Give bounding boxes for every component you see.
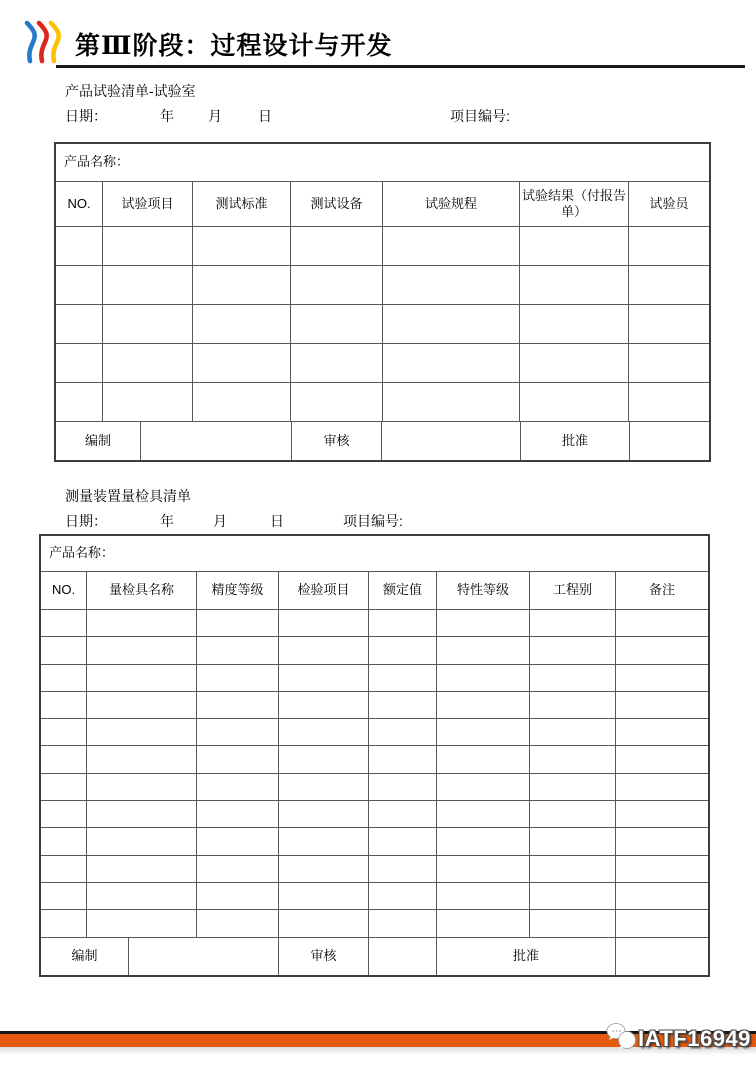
table-row [41,692,708,719]
empty-cell [278,719,368,745]
empty-cell [436,883,529,909]
empty-cell [381,422,520,460]
approved-by-label: 批准 [520,422,629,460]
column-header-test-result: 试验结果（付报告单） [519,182,628,226]
column-header-no: NO. [51,582,76,598]
table-header-row [56,182,709,227]
empty-cell [41,774,86,800]
empty-cell [192,227,290,265]
empty-cell [615,610,708,636]
empty-cell [278,665,368,691]
table-signoff-row [56,422,709,460]
chat-bubble-icon [604,1019,640,1055]
empty-cell [278,856,368,882]
empty-cell [278,910,368,936]
empty-cell [102,266,192,304]
section1-day-label: 日 [258,108,272,124]
empty-cell [196,746,278,772]
table-row [56,144,709,182]
empty-cell [382,266,519,304]
empty-cell [615,938,708,975]
table-row [41,828,708,855]
table-row [41,610,708,637]
column-header-process-type: 工程别 [529,572,615,609]
empty-cell [86,856,196,882]
empty-cell [628,305,709,343]
empty-cell [41,883,86,909]
section1-date-label: 日期： [65,108,107,124]
title-underline [56,65,745,68]
column-header-inspection-item: 检验项目 [278,572,368,609]
empty-cell [368,665,436,691]
table-row [56,227,709,266]
empty-cell [290,383,382,421]
empty-cell [196,719,278,745]
empty-cell [41,719,86,745]
prepared-by-label: 编制 [71,947,98,963]
empty-cell [86,910,196,936]
measuring-gauge-list-table [39,534,710,977]
empty-cell [86,719,196,745]
empty-cell [529,719,615,745]
column-header-no: NO. [67,195,91,211]
approved-by-label: 批准 [436,938,615,975]
section1-month-label: 月 [208,108,222,124]
section2-day-label: 日 [270,513,284,529]
empty-cell [436,746,529,772]
table-row [41,883,708,910]
empty-cell [529,856,615,882]
empty-cell [196,610,278,636]
empty-cell [196,856,278,882]
empty-cell [196,910,278,936]
product-name-label: 产品名称： [64,154,130,170]
empty-cell [102,383,192,421]
empty-cell [615,910,708,936]
table-row [41,910,708,937]
empty-cell [529,883,615,909]
empty-cell [436,801,529,827]
column-header-gauge-name: 量检具名称 [86,572,196,609]
empty-cell [192,344,290,382]
empty-cell [192,383,290,421]
section2-project-no-label: 项目编号: [343,513,403,529]
empty-cell [529,828,615,854]
empty-cell [278,692,368,718]
empty-cell [368,883,436,909]
empty-cell [290,227,382,265]
table-row [41,856,708,883]
empty-cell [519,266,628,304]
empty-cell [278,746,368,772]
empty-cell [192,266,290,304]
table-row [56,266,709,305]
empty-cell [519,227,628,265]
empty-cell [529,746,615,772]
empty-cell [529,910,615,936]
reviewed-by-label: 审核 [291,422,381,460]
table-row [56,383,709,422]
empty-cell [628,344,709,382]
table-row [41,746,708,773]
empty-cell [290,305,382,343]
empty-cell [86,692,196,718]
empty-cell [86,665,196,691]
section2-title: 测量装置量检具清单 [65,488,191,504]
empty-cell [529,801,615,827]
empty-cell [56,227,102,265]
empty-cell [56,266,102,304]
empty-cell [41,828,86,854]
section1-title: 产品试验清单-试验室 [65,83,196,99]
empty-cell [41,610,86,636]
empty-cell [615,856,708,882]
empty-cell [41,665,86,691]
table-row [41,665,708,692]
empty-cell [628,383,709,421]
empty-cell [615,801,708,827]
empty-cell [519,305,628,343]
empty-cell [196,828,278,854]
empty-cell [41,692,86,718]
empty-cell [290,266,382,304]
empty-cell [628,266,709,304]
empty-cell [128,938,278,975]
table-row [41,637,708,664]
empty-cell [86,746,196,772]
reviewed-by-label: 审核 [278,938,368,975]
prepared-by-label: 编制 [84,432,111,448]
empty-cell [529,692,615,718]
section1-project-no-label: 项目编号: [450,108,510,124]
empty-cell [436,828,529,854]
empty-cell [196,692,278,718]
empty-cell [56,344,102,382]
empty-cell [290,344,382,382]
empty-cell [41,856,86,882]
empty-cell [615,746,708,772]
empty-cell [529,637,615,663]
empty-cell [436,910,529,936]
table-row [41,536,708,572]
empty-cell [41,801,86,827]
empty-cell [368,910,436,936]
empty-cell [86,883,196,909]
empty-cell [41,637,86,663]
empty-cell [278,774,368,800]
watermark-text: IATF16949 [638,1026,751,1051]
empty-cell [615,665,708,691]
table-row [56,305,709,344]
empty-cell [86,610,196,636]
empty-cell [192,305,290,343]
column-header-tester: 试验员 [628,182,709,226]
empty-cell [629,422,709,460]
empty-cell [41,910,86,936]
empty-cell [615,883,708,909]
column-header-test-standard: 测试标准 [192,182,290,226]
empty-cell [615,719,708,745]
empty-cell [615,774,708,800]
empty-cell [368,856,436,882]
empty-cell [436,692,529,718]
empty-cell [196,774,278,800]
section2-month-label: 月 [213,513,227,529]
empty-cell [102,227,192,265]
empty-cell [529,774,615,800]
column-header-characteristic-grade: 特性等级 [436,572,529,609]
empty-cell [278,828,368,854]
empty-cell [382,344,519,382]
empty-cell [278,801,368,827]
empty-cell [86,774,196,800]
empty-cell [615,692,708,718]
table-row [41,719,708,746]
table-row [56,344,709,383]
empty-cell [368,637,436,663]
empty-cell [368,610,436,636]
empty-cell [56,383,102,421]
empty-cell [368,938,436,975]
empty-cell [278,637,368,663]
empty-cell [196,637,278,663]
table-row [41,774,708,801]
empty-cell [519,383,628,421]
empty-cell [436,774,529,800]
empty-cell [140,422,291,460]
empty-cell [628,227,709,265]
column-header-test-equipment: 测试设备 [290,182,382,226]
column-header-test-procedure: 试验规程 [382,182,519,226]
empty-cell [382,305,519,343]
table-header-row [41,572,708,610]
empty-cell [102,305,192,343]
column-header-test-item: 试验项目 [102,182,192,226]
column-header-rated-value: 额定值 [368,572,436,609]
column-header-accuracy-grade: 精度等级 [196,572,278,609]
section2-year-label: 年 [160,513,174,529]
empty-cell [278,610,368,636]
empty-cell [41,746,86,772]
empty-cell [436,665,529,691]
empty-cell [436,856,529,882]
empty-cell [519,344,628,382]
empty-cell [368,828,436,854]
empty-cell [436,637,529,663]
empty-cell [368,692,436,718]
product-name-label: 产品名称： [49,545,115,561]
empty-cell [382,383,519,421]
page-title: 第Ⅲ阶段：过程设计与开发 [75,33,393,60]
empty-cell [86,828,196,854]
empty-cell [86,801,196,827]
product-test-list-table [54,142,711,462]
empty-cell [436,610,529,636]
empty-cell [86,637,196,663]
empty-cell [56,305,102,343]
empty-cell [436,719,529,745]
empty-cell [615,828,708,854]
empty-cell [529,665,615,691]
section1-year-label: 年 [160,108,174,124]
empty-cell [368,801,436,827]
table-row [41,801,708,828]
empty-cell [368,719,436,745]
empty-cell [196,883,278,909]
empty-cell [382,227,519,265]
table-signoff-row [41,938,708,975]
empty-cell [368,746,436,772]
column-header-remarks: 备注 [615,572,708,609]
logo-chevrons-icon [24,20,64,64]
empty-cell [196,801,278,827]
empty-cell [368,774,436,800]
empty-cell [615,637,708,663]
empty-cell [529,610,615,636]
empty-cell [278,883,368,909]
empty-cell [196,665,278,691]
empty-cell [102,344,192,382]
section2-date-label: 日期： [65,513,107,529]
